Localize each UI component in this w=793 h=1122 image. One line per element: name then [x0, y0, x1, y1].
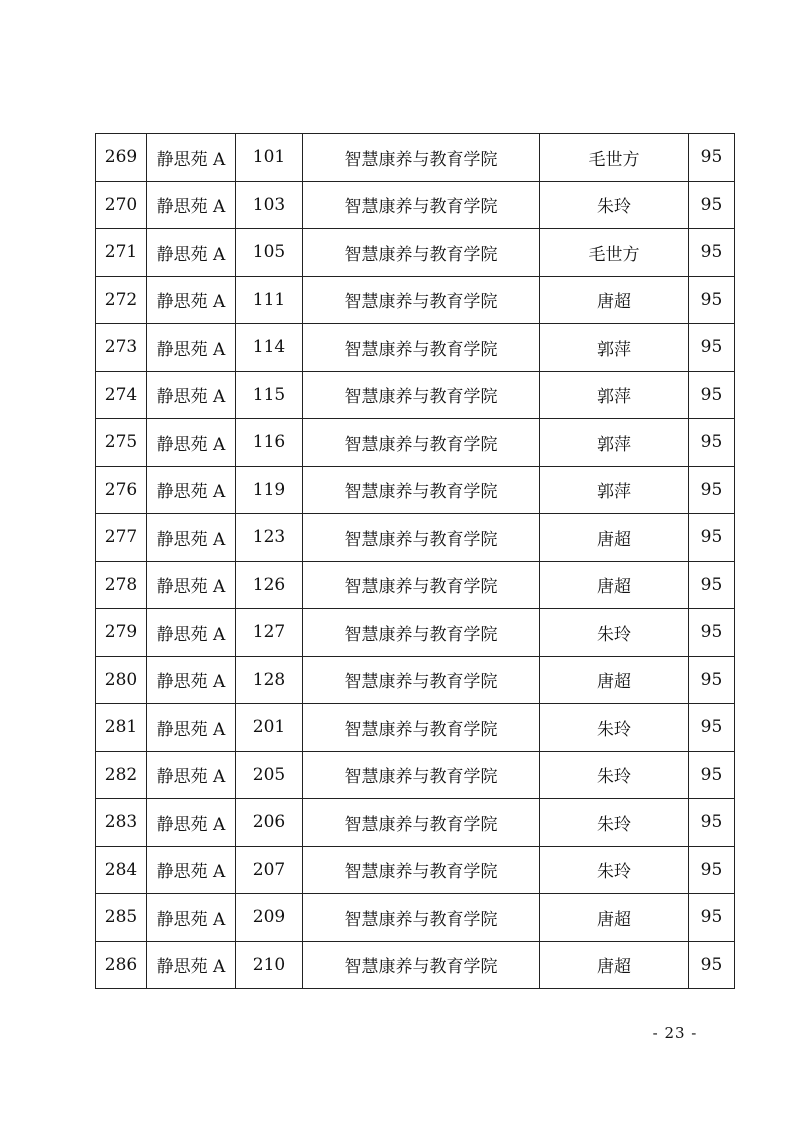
- score-cell: 95: [689, 656, 735, 704]
- counselor-cell: 郭萍: [540, 466, 689, 514]
- counselor-cell: 朱玲: [540, 846, 689, 894]
- college-cell: 智慧康养与教育学院: [303, 846, 540, 894]
- building-cell: 静思苑 A: [147, 561, 236, 609]
- college-cell: 智慧康养与教育学院: [303, 751, 540, 799]
- score-cell: 95: [689, 134, 735, 182]
- room-cell: 209: [236, 894, 303, 942]
- room-cell: 119: [236, 466, 303, 514]
- counselor-cell: 郭萍: [540, 419, 689, 467]
- table-row: [96, 371, 735, 419]
- score-cell: 95: [689, 704, 735, 752]
- table-row: [96, 941, 735, 989]
- counselor-cell: 朱玲: [540, 704, 689, 752]
- counselor-cell: 朱玲: [540, 181, 689, 229]
- table-row: [96, 561, 735, 609]
- building-cell: 静思苑 A: [147, 846, 236, 894]
- table-row: [96, 419, 735, 467]
- building-cell: 静思苑 A: [147, 371, 236, 419]
- room-cell: 201: [236, 704, 303, 752]
- row-number-cell: 281: [96, 704, 147, 752]
- college-cell: 智慧康养与教育学院: [303, 276, 540, 324]
- table-row: [96, 894, 735, 942]
- score-table: [95, 133, 735, 989]
- building-cell: 静思苑 A: [147, 751, 236, 799]
- counselor-cell: 郭萍: [540, 324, 689, 372]
- row-number-cell: 279: [96, 609, 147, 657]
- college-cell: 智慧康养与教育学院: [303, 419, 540, 467]
- building-cell: 静思苑 A: [147, 324, 236, 372]
- table-row: [96, 846, 735, 894]
- score-cell: 95: [689, 466, 735, 514]
- building-cell: 静思苑 A: [147, 799, 236, 847]
- table-row: [96, 751, 735, 799]
- row-number-cell: 286: [96, 941, 147, 989]
- table-row: [96, 181, 735, 229]
- counselor-cell: 毛世方: [540, 134, 689, 182]
- score-cell: 95: [689, 609, 735, 657]
- row-number-cell: 271: [96, 229, 147, 277]
- room-cell: 207: [236, 846, 303, 894]
- score-cell: 95: [689, 751, 735, 799]
- score-cell: 95: [689, 894, 735, 942]
- counselor-cell: 唐超: [540, 656, 689, 704]
- college-cell: 智慧康养与教育学院: [303, 561, 540, 609]
- room-cell: 210: [236, 941, 303, 989]
- college-cell: 智慧康养与教育学院: [303, 609, 540, 657]
- room-cell: 111: [236, 276, 303, 324]
- table-row: [96, 799, 735, 847]
- counselor-cell: 唐超: [540, 514, 689, 562]
- counselor-cell: 唐超: [540, 941, 689, 989]
- college-cell: 智慧康养与教育学院: [303, 704, 540, 752]
- counselor-cell: 唐超: [540, 561, 689, 609]
- room-cell: 127: [236, 609, 303, 657]
- building-cell: 静思苑 A: [147, 229, 236, 277]
- building-cell: 静思苑 A: [147, 276, 236, 324]
- score-cell: 95: [689, 799, 735, 847]
- row-number-cell: 270: [96, 181, 147, 229]
- room-cell: 114: [236, 324, 303, 372]
- room-cell: 116: [236, 419, 303, 467]
- college-cell: 智慧康养与教育学院: [303, 229, 540, 277]
- score-cell: 95: [689, 229, 735, 277]
- row-number-cell: 272: [96, 276, 147, 324]
- row-number-cell: 285: [96, 894, 147, 942]
- row-number-cell: 278: [96, 561, 147, 609]
- row-number-cell: 280: [96, 656, 147, 704]
- row-number-cell: 282: [96, 751, 147, 799]
- room-cell: 126: [236, 561, 303, 609]
- room-cell: 115: [236, 371, 303, 419]
- counselor-cell: 朱玲: [540, 799, 689, 847]
- table-row: [96, 609, 735, 657]
- counselor-cell: 唐超: [540, 276, 689, 324]
- college-cell: 智慧康养与教育学院: [303, 134, 540, 182]
- table-row: [96, 276, 735, 324]
- building-cell: 静思苑 A: [147, 656, 236, 704]
- row-number-cell: 274: [96, 371, 147, 419]
- score-cell: 95: [689, 276, 735, 324]
- table-row: [96, 514, 735, 562]
- row-number-cell: 283: [96, 799, 147, 847]
- counselor-cell: 唐超: [540, 894, 689, 942]
- counselor-cell: 朱玲: [540, 609, 689, 657]
- building-cell: 静思苑 A: [147, 704, 236, 752]
- building-cell: 静思苑 A: [147, 419, 236, 467]
- counselor-cell: 毛世方: [540, 229, 689, 277]
- score-cell: 95: [689, 846, 735, 894]
- college-cell: 智慧康养与教育学院: [303, 371, 540, 419]
- college-cell: 智慧康养与教育学院: [303, 941, 540, 989]
- score-table-body: [96, 134, 735, 989]
- college-cell: 智慧康养与教育学院: [303, 324, 540, 372]
- score-cell: 95: [689, 371, 735, 419]
- building-cell: 静思苑 A: [147, 134, 236, 182]
- table-row: [96, 704, 735, 752]
- building-cell: 静思苑 A: [147, 466, 236, 514]
- college-cell: 智慧康养与教育学院: [303, 799, 540, 847]
- table-row: [96, 656, 735, 704]
- row-number-cell: 275: [96, 419, 147, 467]
- college-cell: 智慧康养与教育学院: [303, 466, 540, 514]
- row-number-cell: 273: [96, 324, 147, 372]
- room-cell: 123: [236, 514, 303, 562]
- score-cell: 95: [689, 561, 735, 609]
- room-cell: 206: [236, 799, 303, 847]
- row-number-cell: 284: [96, 846, 147, 894]
- score-cell: 95: [689, 514, 735, 562]
- building-cell: 静思苑 A: [147, 894, 236, 942]
- table-row: [96, 134, 735, 182]
- table-row: [96, 229, 735, 277]
- counselor-cell: 郭萍: [540, 371, 689, 419]
- score-cell: 95: [689, 419, 735, 467]
- building-cell: 静思苑 A: [147, 609, 236, 657]
- room-cell: 103: [236, 181, 303, 229]
- counselor-cell: 朱玲: [540, 751, 689, 799]
- building-cell: 静思苑 A: [147, 941, 236, 989]
- score-cell: 95: [689, 181, 735, 229]
- row-number-cell: 276: [96, 466, 147, 514]
- room-cell: 101: [236, 134, 303, 182]
- row-number-cell: 277: [96, 514, 147, 562]
- building-cell: 静思苑 A: [147, 514, 236, 562]
- table-row: [96, 324, 735, 372]
- table-row: [96, 466, 735, 514]
- college-cell: 智慧康养与教育学院: [303, 656, 540, 704]
- room-cell: 205: [236, 751, 303, 799]
- building-cell: 静思苑 A: [147, 181, 236, 229]
- row-number-cell: 269: [96, 134, 147, 182]
- college-cell: 智慧康养与教育学院: [303, 181, 540, 229]
- room-cell: 128: [236, 656, 303, 704]
- page-number: - 23 -: [652, 1024, 698, 1042]
- college-cell: 智慧康养与教育学院: [303, 894, 540, 942]
- room-cell: 105: [236, 229, 303, 277]
- college-cell: 智慧康养与教育学院: [303, 514, 540, 562]
- score-cell: 95: [689, 941, 735, 989]
- score-cell: 95: [689, 324, 735, 372]
